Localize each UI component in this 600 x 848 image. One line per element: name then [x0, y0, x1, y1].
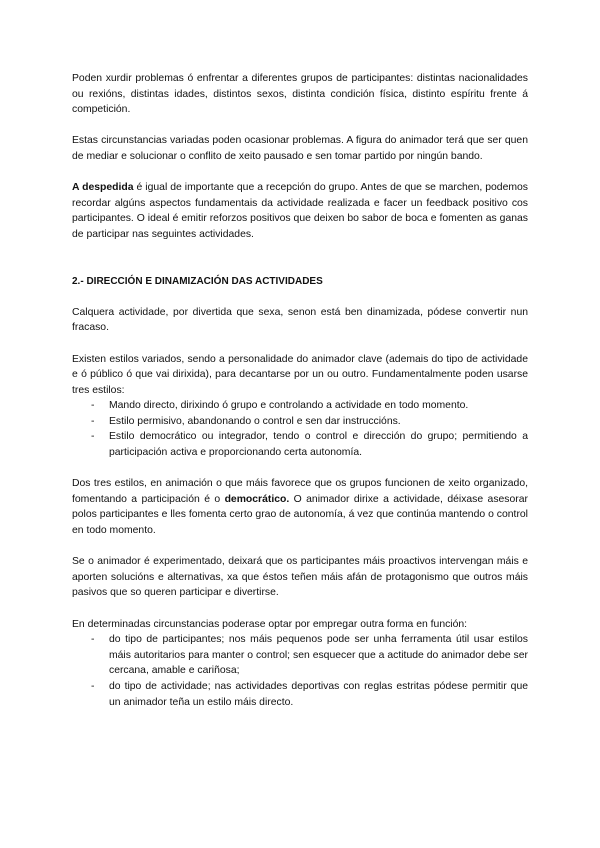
democratic-term: democrático.: [224, 493, 290, 505]
paragraph-problems: Poden xurdir problemas ó enfrentar a diferentes grupos de participantes: distintas nacionalidades ou rexións, distintas idades, distintos sexos, distinta condición física, distinto espíritu frente á competición.: [72, 73, 528, 116]
dash-bullet: -: [91, 415, 95, 427]
dash-bullet: -: [91, 680, 95, 692]
paragraph-farewell: [72, 180, 528, 242]
document-body: [72, 71, 528, 710]
dash-bullet: -: [91, 431, 95, 443]
farewell-text: é igual de importante que a recepción do grupo. Antes de que se marchen, podemos recordar algúns aspectos fundamentais da actividade realizada e facer un feedback positivo cos participantes. O ideal é emitir reforzos positivos que deixen bo sabor de boca e fomenten as ganas de participar nas seguintes actividades.: [72, 182, 528, 240]
styles-list: [72, 398, 528, 460]
list-item-text: do tipo de participantes; nos máis pequenos pode ser unha ferramenta útil usar estilos máis autoritarios para manter o control; sen esquecer que a actitude do animador debe ser cercana, amable e cariñosa;: [109, 634, 528, 677]
list-item: [72, 414, 528, 430]
dash-bullet: -: [91, 400, 95, 412]
list-item-text: Estilo permisivo, abandonando o control e sen dar instruccións.: [109, 415, 401, 427]
list-item: [72, 429, 528, 460]
paragraph-styles-intro: Existen estilos variados, sendo a personalidade do animador clave (ademais do tipo de actividade e ó público ó que vai dirixida), para decantarse por un ou outro. Fundamentalmente poden usarse tres estilos:: [72, 353, 528, 396]
paragraph-circumstances-2: En determinadas circunstancias poderase optar por empregar outra forma en función:: [72, 618, 468, 630]
democratic-text-before: Dos tres estilos, en animación o que máis favorece que os grupos funcionen de xeito organizado, fomentando a participación é o: [72, 478, 528, 505]
paragraph-circumstances: Estas circunstancias variadas poden ocasionar problemas. A figura do animador terá que ser quen de mediar e solucionar o conflito de xeito pausado e sen tomar partido por ningún bando.: [72, 135, 528, 162]
paragraph-experienced: Se o animador é experimentado, deixará que os participantes máis proactivos intervengan máis e aporten solucións e alternativas, xa que éstos teñen máis afán de protagonismo que outros máis pasivos que so queren participar e divertirse.: [72, 556, 528, 599]
paragraph-any-activity: Calquera actividade, por divertida que sexa, senon está ben dinamizada, pódese convertir nun fracaso.: [72, 306, 528, 334]
list-item: [72, 398, 528, 414]
list-item-text: Estilo democrático ou integrador, tendo o control e dirección do grupo; permitiendo a participación activa e proporcionando certa autonomía.: [109, 431, 528, 459]
function-list: [72, 632, 528, 710]
list-item: [72, 632, 528, 679]
list-item-text: Mando directo, dirixindo ó grupo e controlando a actividade en todo momento.: [109, 400, 469, 412]
democratic-text-after: O animador dirixe a actividade, déixase asesorar polos participantes e lles fomenta certo grao de autonomía, á vez que continúa mantendo o control en todo momento.: [72, 493, 528, 537]
paragraph-democratic: [72, 476, 528, 538]
list-item-text: do tipo de actividade; nas actividades deportivas con reglas estritas pódese permitir que un animador teña un estilo máis directo.: [109, 680, 528, 708]
farewell-term: A despedida: [72, 182, 134, 194]
list-item: [72, 679, 528, 710]
dash-bullet: -: [91, 634, 95, 646]
section-heading: 2.- DIRECCIÓN E DINAMIZACIÓN DAS ACTIVIDADES: [72, 275, 323, 287]
